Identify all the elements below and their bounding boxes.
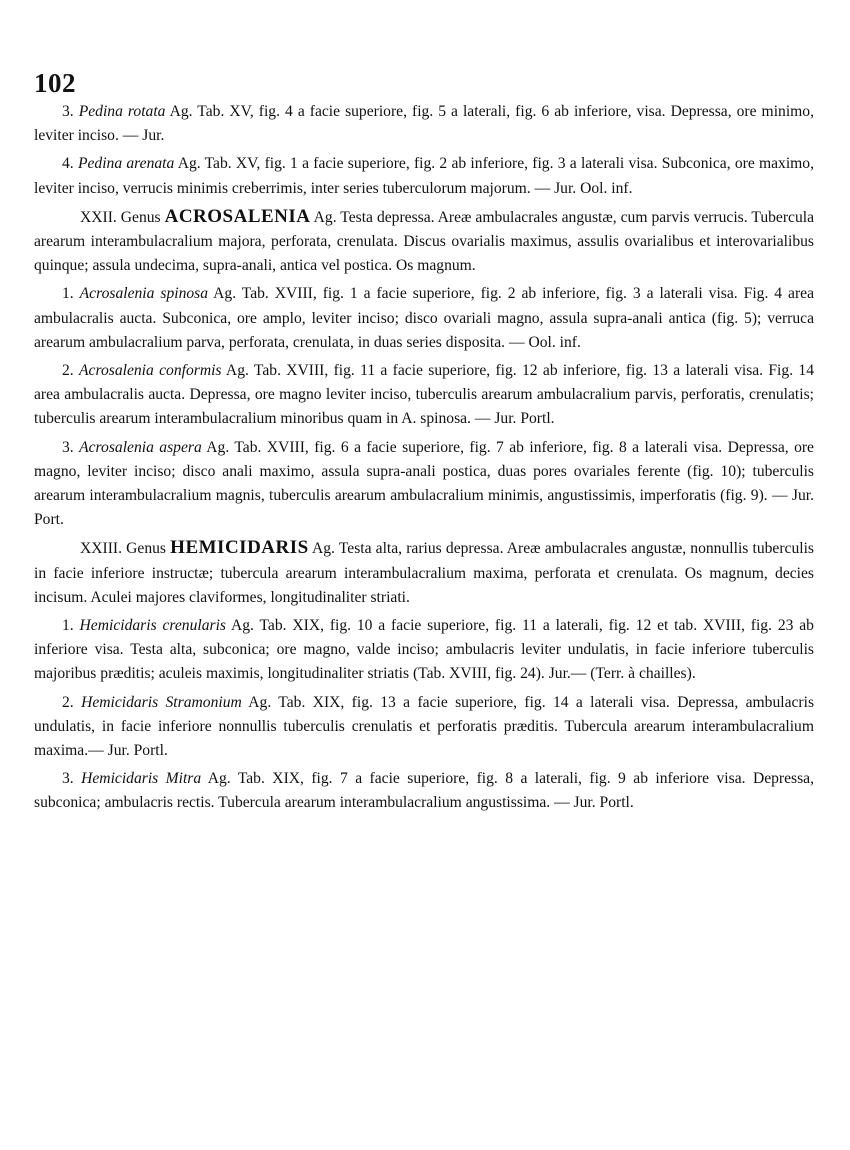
genus-name: ACROSALENIA bbox=[164, 205, 311, 227]
species-name: Hemicidaris Stramonium bbox=[81, 693, 242, 711]
species-entry-hemicidaris-stramonium bbox=[34, 691, 814, 764]
species-entry-acrosalenia-conformis bbox=[34, 359, 814, 432]
genus-name: HEMICIDARIS bbox=[170, 537, 309, 559]
genus-description: Ag. Testa depressa. Areæ ambulacrales angustæ, cum parvis verrucis. Tubercula arearum interambulacralium majora, perforata, crenulata. Discus ovarialis maximus, assulis ovarialibus et interovarialibus quinque; assula undecima, supra-anali, antica vel postica. Os magnum. bbox=[34, 208, 814, 275]
entry-number: 2. bbox=[62, 362, 74, 380]
entry-number: 1. bbox=[62, 617, 74, 635]
species-name: Acrosalenia aspera bbox=[79, 438, 202, 456]
species-name: Acrosalenia spinosa bbox=[79, 285, 209, 303]
species-name: Hemicidaris Mitra bbox=[81, 770, 202, 788]
species-entry-hemicidaris-crenularis bbox=[34, 614, 814, 687]
species-entry-hemicidaris-mitra bbox=[34, 767, 814, 815]
species-name: Hemicidaris crenularis bbox=[79, 617, 226, 635]
genus-hemicidaris bbox=[34, 536, 814, 610]
species-name: Acrosalenia conformis bbox=[79, 362, 222, 380]
entry-text: Ag. Tab. XVIII, fig. 6 a facie superiore, fig. 7 ab inferiore, fig. 8 a laterali visa. Depressa, ore magno, leviter inciso; disco anali maximo, assula supra-anali postica, duas pores ovariales ferente (fig. 10); tuberculis arearum interambulacralium magnis, tuberculis arearum ambulacralium minimis, angustissimis, imperforatis (fig. 9). — Jur. Port. bbox=[34, 438, 814, 529]
page-number: 102 bbox=[34, 68, 76, 98]
entry-text: Ag. Tab. XIX, fig. 10 a facie superiore, fig. 11 a laterali, fig. 12 et tab. XVIII, fig. 23 ab inferiore visa. Testa alta, subconica; ore magno, valde inciso; ambulacris leviter undulatis, in facie inferiore tuberculis majoribus præditis; aculeis maximis, longitudinaliter striatis (Tab. XVIII, fig. 24). Jur.— (Terr. à chailles). bbox=[34, 617, 814, 683]
entry-text: Ag. Tab. XV, fig. 4 a facie superiore, fig. 5 a laterali, fig. 6 ab inferiore, visa. Depressa, ore minimo, leviter inciso. — Jur. bbox=[34, 103, 814, 145]
genus-acrosalenia bbox=[34, 205, 814, 279]
species-entry-acrosalenia-aspera bbox=[34, 436, 814, 533]
species-entry-pedina-arenata bbox=[34, 152, 814, 200]
entry-number: 4. bbox=[62, 155, 74, 173]
entry-text: Ag. Tab. XIX, fig. 13 a facie superiore, fig. 14 a laterali visa. Depressa, ambulacris undulatis, in facie inferiore nonnullis tuberculis crenulatis et perforatis præditis. Tubercula arearum interambulacralium maxima.— Jur. Portl. bbox=[34, 693, 815, 760]
entry-number: 3. bbox=[62, 770, 74, 788]
species-entry-pedina-rotata bbox=[34, 100, 814, 148]
species-name: Pedina rotata bbox=[78, 103, 166, 120]
species-entry-acrosalenia-spinosa bbox=[34, 282, 814, 355]
genus-description: Ag. Testa alta, rarius depressa. Areæ ambulacrales angustæ, nonnullis tuberculis in facie inferiore instructæ; tubercula arearum interambulacralium maxima, perforata et crenulata. Os magnum, decies incisum. Aculei majores claviformes, longitudinaliter striati. bbox=[34, 540, 814, 606]
entry-number: 3. bbox=[62, 103, 74, 120]
entry-number: 2. bbox=[62, 693, 74, 711]
entry-text: Ag. Tab. XV, fig. 1 a facie superiore, fig. 2 ab inferiore, fig. 3 a laterali visa. Subconica, ore maximo, leviter inciso, verrucis minimis creberrimis, inter series tuberculorum majorum. — Jur. Ool. inf. bbox=[34, 155, 815, 197]
entry-text: Ag. Tab. XVIII, fig. 11 a facie superiore, fig. 12 ab inferiore, fig. 13 a laterali visa. Fig. 14 area ambulacralis aucta. Depressa, ore magno leviter inciso, tuberculis arearum ambulacralium parvis, perforatis, crenulatis; tuberculis arearum interambulacralium minoribus quam in A. spinosa. — Jur. Portl. bbox=[34, 362, 814, 428]
page-body bbox=[34, 68, 814, 820]
entry-number: 1. bbox=[62, 285, 74, 303]
genus-prefix: XXIII. Genus bbox=[80, 540, 171, 558]
species-name: Pedina arenata bbox=[77, 155, 175, 173]
entry-number: 3. bbox=[62, 438, 74, 456]
entry-text: Ag. Tab. XIX, fig. 7 a facie superiore, fig. 8 a laterali, fig. 9 ab inferiore visa. Depressa, subconica; ambulacris rectis. Tubercula arearum interambulacralium angustissima. — Jur. Portl. bbox=[34, 770, 814, 812]
genus-prefix: XXII. Genus bbox=[80, 208, 165, 226]
entry-text: Ag. Tab. XVIII, fig. 1 a facie superiore, fig. 2 ab inferiore, fig. 3 a laterali visa. Fig. 4 area ambulacralis aucta. Subconica, ore amplo, leviter inciso; disco ovariali magno, assula supra-anali antica (fig. 5); verruca arearum ambulacralium parva, perforata, crenulata, in duas series disposita. — Ool. inf. bbox=[34, 285, 814, 351]
